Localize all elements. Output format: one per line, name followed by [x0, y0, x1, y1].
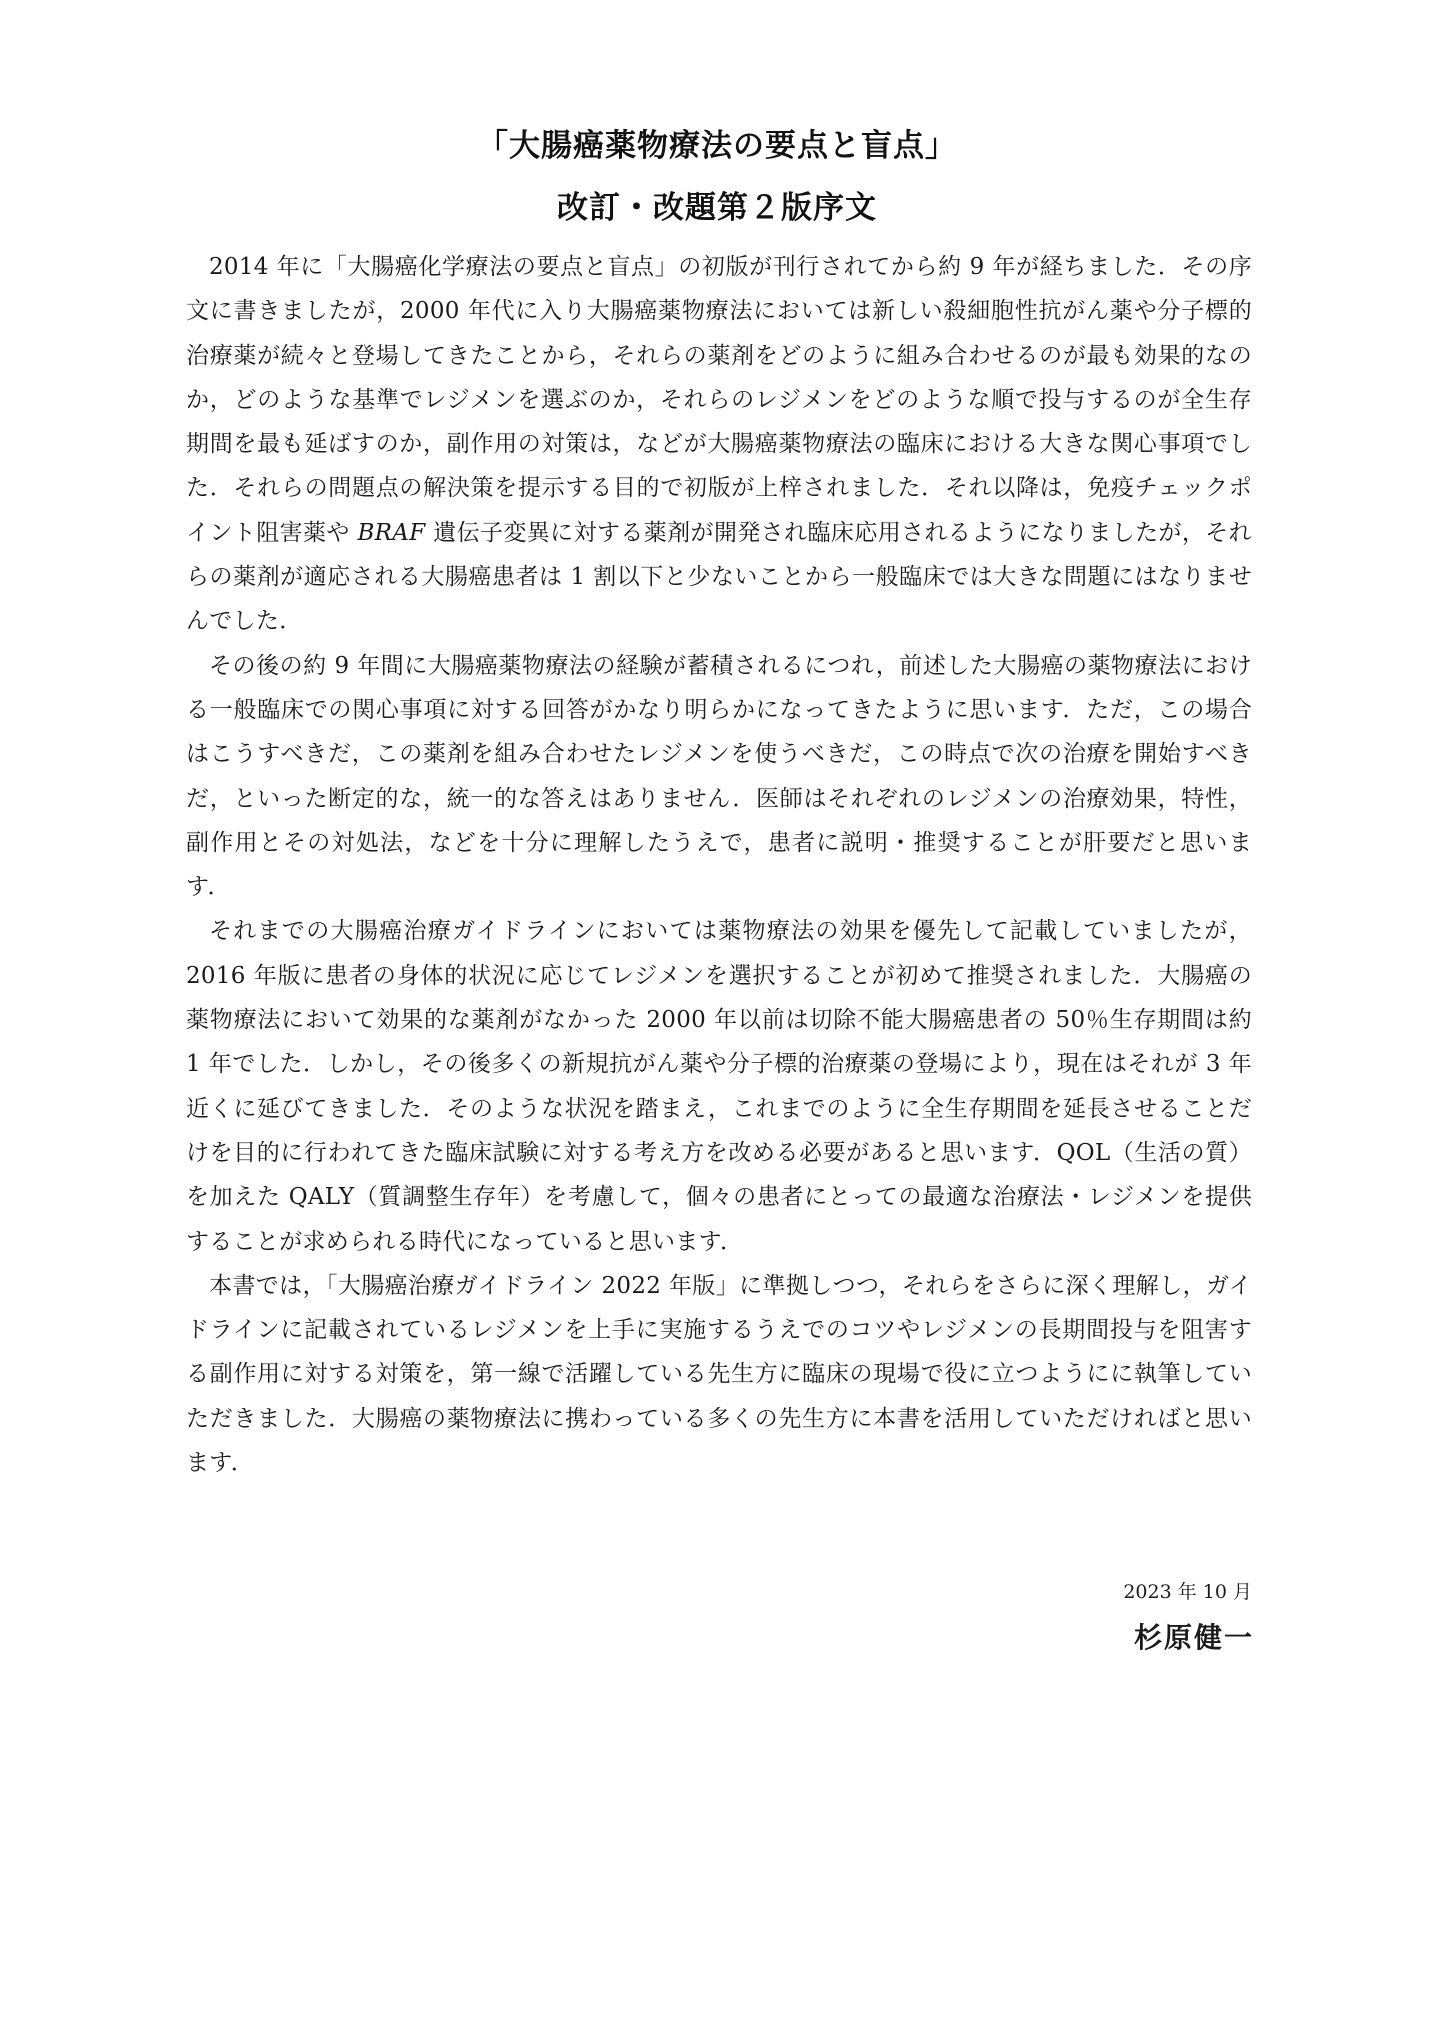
title-block [0, 122, 1434, 232]
paragraph-4: 本書では，「大腸癌治療ガイドライン 2022 年版」に準拠しつつ，それらをさらに深く理解し，ガイドラインに記載されているレジメンを上手に実施するうえでのコツやレジメンの長期間投与を阻害する副作用に対する対策を，第一線で活躍している先生方に臨床の現場で役に立つようにに執筆していただきました．大腸癌の薬物療法に携わっている多くの先生方に本書を活用していただければと思います． [186, 1272, 1252, 1477]
preface-body [186, 245, 1252, 1485]
book-title: 「大腸癌薬物療法の要点と盲点」 [477, 128, 957, 164]
paragraph-1 [186, 245, 1252, 644]
paragraph-1-text-b: 遺伝子変異に対する薬剤が開発され臨床応用されるようになりましたが，それらの薬剤が適応される大腸癌患者は 1 割以下と少ないことから一般臨床では大きな問題にはなりませんでした． [186, 519, 1252, 635]
paragraph-3: それまでの大腸癌治療ガイドラインにおいては薬物療法の効果を優先して記載していましたが，2016 年版に患者の身体的状況に応じてレジメンを選択することが初めて推奨されました．大腸癌の薬物療法において効果的な薬剤がなかった 2000 年以前は切除不能大腸癌患者の 50％生存期間は約 1 年でした．しかし，その後多くの新規抗がん薬や分子標的治療薬の登場により，現在はそれが 3 年近くに延びてきました．そのような状況を踏まえ，これまでのように全生存期間を延長させることだけを目的に行われてきた臨床試験に対する考え方を改める必要があると思います．QOL（生活の質）を加えた QALY（質調整生存年）を考慮して，個々の患者にとっての最適な治療法・レジメンを提供することが求められる時代になっていると思います． [186, 918, 1252, 1255]
paragraph-1-text-a: 2014 年に「大腸癌化学療法の要点と盲点」の初版が刊行されてから約 9 年が経ちました．その序文に書きましたが，2000 年代に入り大腸癌薬物療法においては新しい殺細胞性抗がん薬や分子標的治療薬が続々と登場してきたことから，それらの薬剤をどのように組み合わせるのが最も効果的なのか，どのような基準でレジメンを選ぶのか，それらのレジメンをどのような順で投与するのが全生存期間を最も延ばすのか，副作用の対策は，などが大腸癌薬物療法の臨床における大きな関心事項でした．それらの問題点の解決策を提示する目的で初版が上梓されました．それ以降は，免疫チェックポイント阻害薬や [186, 254, 1252, 546]
gene-name-italic: BRAF [357, 519, 426, 546]
preface-date: 2023 年 10 月 [1123, 1581, 1252, 1603]
author-name: 杉原健一 [1133, 1621, 1254, 1654]
paragraph-2: その後の約 9 年間に大腸癌薬物療法の経験が蓄積されるにつれ，前述した大腸癌の薬物療法における一般臨床での関心事項に対する回答がかなり明らかになってきたように思います．ただ，この場合はこうすべきだ，この薬剤を組み合わせたレジメンを使うべきだ，この時点で次の治療を開始すべきだ，といった断定的な，統一的な答えはありません．医師はそれぞれのレジメンの治療効果，特性，副作用とその対処法，などを十分に理解したうえで，患者に説明・推奨することが肝要だと思います． [186, 652, 1252, 901]
preface-heading: 改訂・改題第２版序文 [557, 190, 877, 226]
